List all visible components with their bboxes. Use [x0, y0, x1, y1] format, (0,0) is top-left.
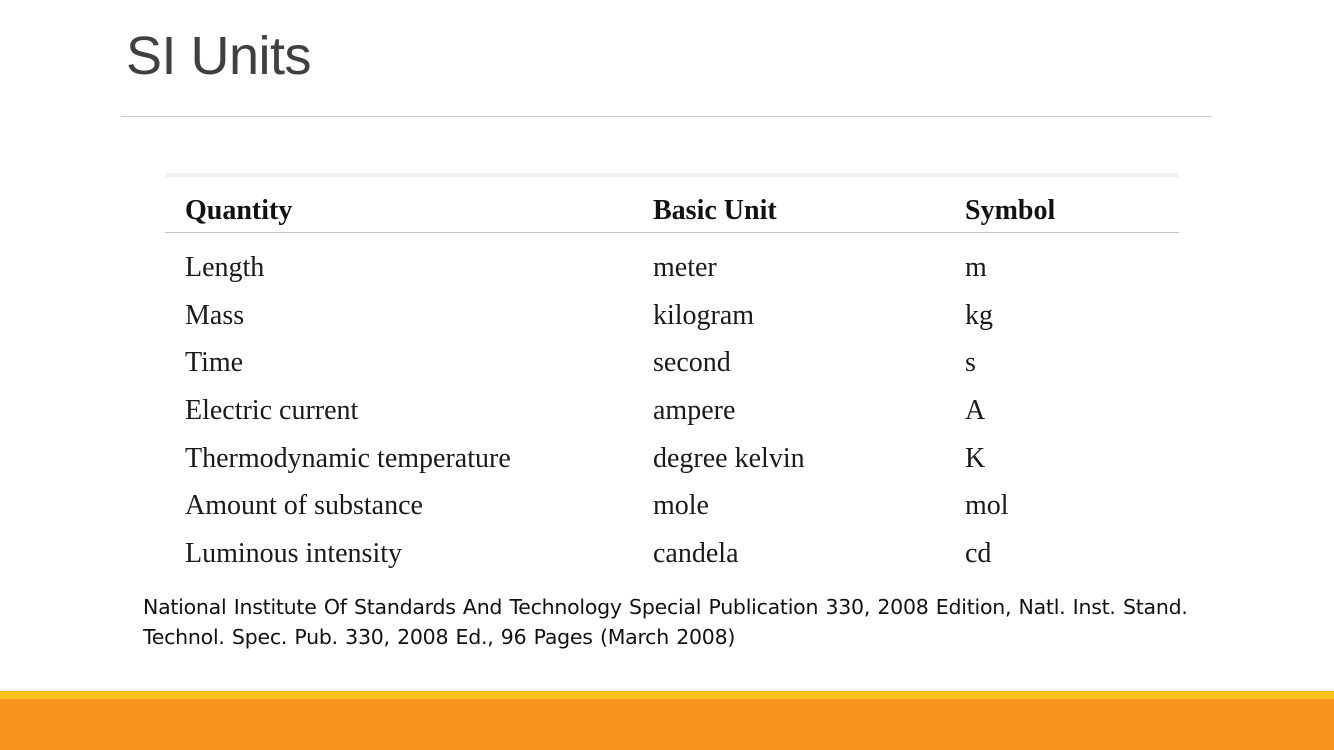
table-cell-symbol: A [965, 395, 986, 426]
column-header-symbol: Symbol [965, 195, 1056, 226]
table-cell-unit: candela [653, 538, 739, 569]
column-header-quantity: Quantity [185, 195, 293, 226]
citation-line: National Institute Of Standards And Technology Special Publication 330, 2008 Edition, Natl. Inst. Stand. [143, 595, 1188, 619]
table-cell-unit: kilogram [653, 300, 755, 331]
table-cell-quantity: Amount of substance [185, 490, 423, 521]
table-top-border [165, 173, 1179, 177]
table-cell-quantity: Luminous intensity [185, 538, 402, 569]
table-cell-symbol: K [965, 443, 986, 474]
table-cell-symbol: s [965, 347, 976, 378]
table-cell-unit: second [653, 347, 731, 378]
table-cell-unit: mole [653, 490, 709, 521]
table-cell-quantity: Mass [185, 300, 245, 331]
table-cell-symbol: cd [965, 538, 992, 569]
source-citation [143, 592, 1203, 652]
citation-line: Technol. Spec. Pub. 330, 2008 Ed., 96 Pages (March 2008) [143, 625, 736, 649]
table-cell-quantity: Electric current [185, 395, 359, 426]
column-header-basic-unit: Basic Unit [653, 195, 777, 226]
table-cell-symbol: kg [965, 300, 993, 331]
table-header-border [165, 232, 1179, 233]
table-cell-quantity: Time [185, 347, 244, 378]
table-cell-quantity: Length [185, 252, 265, 283]
title-divider [121, 116, 1212, 117]
table-cell-unit: ampere [653, 395, 736, 426]
table-cell-symbol: mol [965, 490, 1009, 521]
table-cell-unit: meter [653, 252, 717, 283]
slide-title: SI Units [126, 26, 312, 86]
table-cell-quantity: Thermodynamic temperature [185, 443, 511, 474]
footer-accent-stripe [0, 691, 1334, 699]
footer-band [0, 699, 1334, 750]
table-cell-unit: degree kelvin [653, 443, 805, 474]
table-cell-symbol: m [965, 252, 987, 283]
